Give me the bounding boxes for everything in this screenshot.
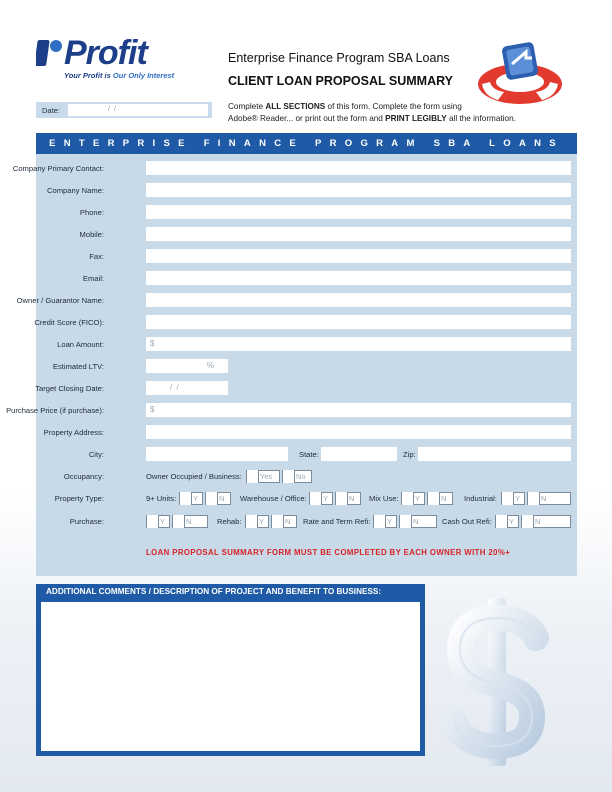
city-input[interactable] xyxy=(146,447,288,461)
purchase-y-checkbox[interactable]: Y xyxy=(146,515,170,528)
comments-textarea[interactable] xyxy=(41,602,420,751)
label-zip: Zip: xyxy=(403,450,416,459)
industrial-n-checkbox[interactable]: N xyxy=(527,492,571,505)
label-mixuse: Mix Use: xyxy=(369,494,399,503)
comments-section xyxy=(36,584,425,756)
lifebuoy-icon xyxy=(474,38,566,108)
label-cash-out: Cash Out Refi: xyxy=(442,517,492,526)
label-rate-term: Rate and Term Refi: xyxy=(303,517,371,526)
label-credit-score: Credit Score (FICO): xyxy=(34,318,104,327)
tagline-accent: Our Only Interest xyxy=(112,71,175,80)
estimated-ltv-input[interactable]: % xyxy=(146,359,228,373)
label-city: City: xyxy=(88,450,104,459)
owner-guarantor-input[interactable] xyxy=(146,293,571,307)
date-label: Date: xyxy=(42,106,60,115)
rehab-n-checkbox[interactable]: N xyxy=(271,515,297,528)
comments-title: ADDITIONAL COMMENTS / DESCRIPTION OF PROJECT AND BENEFIT TO BUSINESS: xyxy=(46,587,382,596)
form-title: CLIENT LOAN PROPOSAL SUMMARY xyxy=(228,74,454,88)
mobile-input[interactable] xyxy=(146,227,571,241)
label-warehouse: Warehouse / Office: xyxy=(240,494,307,503)
label-fax: Fax: xyxy=(89,252,104,261)
label-estimated-ltv: Estimated LTV: xyxy=(52,362,104,371)
form-panel xyxy=(6,154,577,576)
label-target-closing: Target Closing Date: xyxy=(35,384,104,393)
label-industrial: Industrial: xyxy=(464,494,497,503)
logo-mark-icon xyxy=(36,38,66,68)
cash-out-y-checkbox[interactable]: Y xyxy=(495,515,519,528)
instr-text: of this form. Complete the form using xyxy=(325,102,462,111)
company-name-input[interactable] xyxy=(146,183,571,197)
instr-text: Complete xyxy=(228,102,266,111)
cash-out-n-checkbox[interactable]: N xyxy=(521,515,571,528)
purchase-price-input[interactable]: $ xyxy=(146,403,571,417)
email-input[interactable] xyxy=(146,271,571,285)
logo xyxy=(36,36,186,86)
logo-text: Profit xyxy=(64,34,147,72)
fax-input[interactable] xyxy=(146,249,571,263)
rehab-y-checkbox[interactable]: Y xyxy=(245,515,269,528)
label-rehab: Rehab: xyxy=(217,517,242,526)
tagline-prefix: Your Profit is xyxy=(64,71,113,80)
target-closing-input[interactable]: / / xyxy=(146,381,228,395)
phone-input[interactable] xyxy=(146,205,571,219)
occupancy-yes-checkbox[interactable]: Yes xyxy=(246,470,280,483)
label-units: 9+ Units: xyxy=(146,494,177,503)
state-input[interactable] xyxy=(321,447,397,461)
date-bar xyxy=(36,102,212,118)
label-company-name: Company Name: xyxy=(47,186,104,195)
label-owner-guarantor: Owner / Guarantor Name: xyxy=(16,296,104,305)
units-n-checkbox[interactable]: N xyxy=(205,492,231,505)
mixuse-y-checkbox[interactable]: Y xyxy=(401,492,425,505)
label-occupancy: Occupancy: xyxy=(63,472,104,481)
label-company-contact: Company Primary Contact: xyxy=(12,164,104,173)
label-owner-occupied: Owner Occupied / Business: xyxy=(146,472,242,481)
zip-input[interactable] xyxy=(418,447,571,461)
instr-text: Adobe® Reader... or print out the form and xyxy=(228,114,386,123)
rate-term-n-checkbox[interactable]: N xyxy=(399,515,437,528)
label-mobile: Mobile: xyxy=(79,230,104,239)
credit-score-input[interactable] xyxy=(146,315,571,329)
program-title: Enterprise Finance Program SBA Loans xyxy=(228,51,450,65)
warehouse-n-checkbox[interactable]: N xyxy=(335,492,361,505)
label-property-type: Property Type: xyxy=(54,494,104,503)
rate-term-y-checkbox[interactable]: Y xyxy=(373,515,397,528)
label-purchase: Purchase: xyxy=(69,517,104,526)
dollar-sign-icon xyxy=(438,598,558,766)
date-input[interactable]: / / xyxy=(68,104,208,116)
instr-emphasis: ALL SECTIONS xyxy=(265,102,326,111)
warehouse-y-checkbox[interactable]: Y xyxy=(309,492,333,505)
label-phone: Phone: xyxy=(79,208,104,217)
company-contact-input[interactable] xyxy=(146,161,571,175)
label-property-address: Property Address: xyxy=(43,428,104,437)
warning-text: LOAN PROPOSAL SUMMARY FORM MUST BE COMPLETED BY EACH OWNER WITH 20%+ xyxy=(146,548,511,557)
label-state: State: xyxy=(299,450,319,459)
section-banner: ENTERPRISE FINANCE PROGRAM SBA LOANS xyxy=(36,133,577,154)
purchase-n-checkbox[interactable]: N xyxy=(172,515,208,528)
instr-emphasis: PRINT LEGIBLY xyxy=(385,114,447,123)
label-loan-amount: Loan Amount: xyxy=(57,340,104,349)
occupancy-no-checkbox[interactable]: No xyxy=(282,470,312,483)
mixuse-n-checkbox[interactable]: N xyxy=(427,492,453,505)
industrial-y-checkbox[interactable]: Y xyxy=(501,492,525,505)
label-email: Email: xyxy=(82,274,104,283)
label-purchase-price: Purchase Price (if purchase): xyxy=(6,406,104,415)
loan-amount-input[interactable]: $ xyxy=(146,337,571,351)
instr-text: all the information. xyxy=(446,114,516,123)
units-y-checkbox[interactable]: Y xyxy=(179,492,203,505)
logo-tagline xyxy=(64,71,174,80)
property-address-input[interactable] xyxy=(146,425,571,439)
